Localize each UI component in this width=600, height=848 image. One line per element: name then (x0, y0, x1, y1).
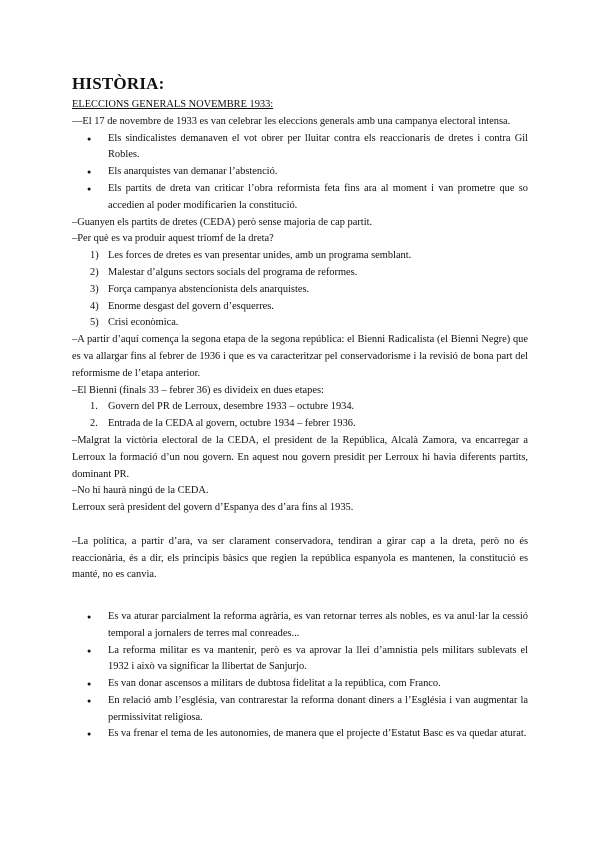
bullet-list-campaign (72, 131, 528, 215)
paragraph-politics: –La política, a partir d’ara, va ser clarament conservadora, tendiran a girar cap a la dreta, però no és reaccionària, és a dir, els principis bàsics que regien la república espanyola es mantenen, la constitució es manté, no es canvia. (72, 535, 528, 581)
bullet-list-policies (72, 609, 528, 743)
paragraph-ceda-victory: –Malgrat la victòria electoral de la CEDA, el president de la República, Alcalà Zamora, va encarregar a Lerroux la formació d’un nou govern. En aquest nou govern presidit per Lerroux hi havia diferents partits, dominant PR. (72, 434, 528, 480)
list-item (72, 315, 528, 332)
list-text: Govern del PR de Lerroux, desembre 1933 – octubre 1934. (108, 401, 355, 413)
paragraph-intro: —El 17 de novembre de 1933 es van celebrar les eleccions generals amb una campanya electoral intensa. (72, 115, 511, 127)
paragraph-bienni-stages: –El Bienni (finals 33 – febrer 36) es divideix en dues etapes: (72, 384, 324, 396)
paragraph-lerroux: Lerroux serà president del govern d’Espanya des d’ara fins al 1935. (72, 502, 354, 514)
list-number: 3) (90, 283, 99, 295)
list-item: ● Els anarquistes van demanar l’abstenció. (72, 164, 528, 181)
list-item: ● Es van donar ascensos a militars de dubtosa fidelitat a la república, com Franco. (72, 676, 528, 693)
list-item (72, 299, 528, 316)
spacer (72, 584, 528, 601)
list-number: 1. (90, 401, 98, 413)
spacer (72, 601, 528, 609)
list-item (72, 416, 528, 433)
list-number: 1) (90, 250, 99, 262)
paragraph-no-ceda: –No hi haurà ningú de la CEDA. (72, 485, 209, 497)
list-item (72, 282, 528, 299)
spacer (72, 517, 528, 534)
paragraph-question: –Per què es va produir aquest triomf de la dreta? (72, 233, 274, 245)
list-item (72, 399, 528, 416)
list-item: ● En relació amb l’església, van contrarestar la reforma donant diners a l’Església i van augmentar la permissivitat religiosa. (72, 693, 528, 727)
list-item: ● Es va frenar el tema de les autonomies, de manera que el projecte d’Estatut Basc es va quedar aturat. (72, 726, 528, 743)
list-item: ● Es va aturar parcialment la reforma agrària, es van retornar terres als nobles, es va anul·lar la cessió temporal a jornalers de terres mal conreades... (72, 609, 528, 643)
paragraph-winners: –Guanyen els partits de dretes (CEDA) però sense majoria de cap partit. (72, 216, 373, 228)
paragraph-bienni: –A partir d’aquí comença la segona etapa de la segona república: el Bienni Radicalista (el Bienni Negre) que es va allargar fins al febrer de 1936 i que es va caracteritzar pel conservadorisme i la revisió de bona part del reformisme de l’etapa anterior. (72, 334, 528, 379)
list-text: Malestar d’alguns sectors socials del programa de reformes. (108, 266, 358, 278)
page-title: HISTÒRIA: (72, 74, 165, 93)
list-text: Les forces de dretes es van presentar unides, amb un programa semblant. (108, 250, 412, 262)
list-item: ● Els sindicalistes demanaven el vot obrer per lluitar contra els reaccionaris de dretes i contra Gil Robles. (72, 131, 528, 165)
numbered-list-stages (72, 399, 528, 433)
section-heading: ELECCIONS GENERALS NOVEMBRE 1933: (72, 99, 274, 110)
list-number: 2. (90, 418, 98, 430)
list-item (72, 248, 528, 265)
list-number: 2) (90, 266, 99, 278)
list-text: Entrada de la CEDA al govern, octubre 1934 – febrer 1936. (108, 418, 356, 430)
list-item: ● Els partits de dreta van criticar l’obra reformista feta fins ara al moment i van prometre que so accedien al poder modificarien la constitució. (72, 181, 528, 215)
list-number: 5) (90, 317, 99, 329)
list-text: Crisi econòmica. (108, 317, 179, 329)
list-item: ● La reforma militar es va mantenir, però es va aprovar la llei d’amnistia pels militars sublevats el 1932 i això va significar la llibertat de Sanjurjo. (72, 643, 528, 677)
list-text: Força campanya abstencionista dels anarquistes. (108, 283, 310, 295)
list-number: 4) (90, 300, 99, 312)
numbered-list-reasons (72, 248, 528, 332)
list-text: Enorme desgast del govern d’esquerres. (108, 300, 274, 312)
list-item (72, 265, 528, 282)
document-body (72, 97, 528, 743)
